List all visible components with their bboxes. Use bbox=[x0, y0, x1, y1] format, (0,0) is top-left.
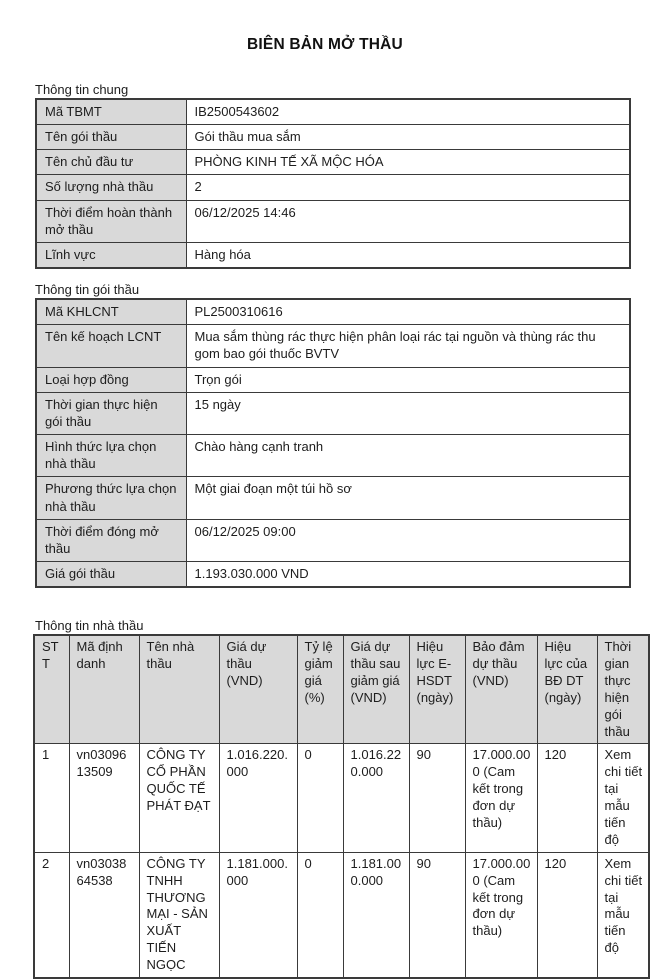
general-info-heading: Thông tin chung bbox=[35, 82, 129, 97]
table-row bbox=[36, 519, 630, 561]
col-header-ty-le-giam-gia: Tỷ lệ giảm giá (%) bbox=[297, 635, 343, 744]
table-row bbox=[36, 99, 630, 125]
row-label: Mã TBMT bbox=[36, 99, 186, 125]
col-header-stt: STT bbox=[34, 635, 69, 744]
general-info-table bbox=[35, 98, 631, 269]
cell-thoi-gian-thuc-hien: Xem chi tiết tại mẫu tiến độ bbox=[597, 852, 649, 978]
table-row bbox=[36, 392, 630, 434]
table-row bbox=[36, 477, 630, 519]
row-label: Số lượng nhà thầu bbox=[36, 175, 186, 200]
cell-stt: 2 bbox=[34, 852, 69, 978]
cell-bao-dam-du-thau: 17.000.000 (Cam kết trong đơn dự thầu) bbox=[465, 852, 537, 978]
row-label: Giá gói thầu bbox=[36, 561, 186, 587]
col-header-ma-dinh-danh: Mã định danh bbox=[69, 635, 139, 744]
cell-gia-sau-giam-gia: 1.181.000.000 bbox=[343, 852, 409, 978]
col-header-bao-dam-du-thau: Bảo đảm dự thầu (VND) bbox=[465, 635, 537, 744]
cell-stt: 1 bbox=[34, 744, 69, 852]
table-row bbox=[36, 325, 630, 367]
table-row bbox=[36, 125, 630, 150]
row-value: 2 bbox=[186, 175, 630, 200]
row-value: 15 ngày bbox=[186, 392, 630, 434]
row-value: 1.193.030.000 VND bbox=[186, 561, 630, 587]
section-package-info bbox=[35, 282, 633, 588]
cell-gia-sau-giam-gia: 1.016.220.000 bbox=[343, 744, 409, 852]
contractor-row bbox=[34, 744, 649, 852]
contractor-info-table bbox=[33, 634, 650, 979]
col-header-thoi-gian-thuc-hien: Thời gian thực hiện gói thầu bbox=[597, 635, 649, 744]
row-label: Tên chủ đầu tư bbox=[36, 150, 186, 175]
col-header-gia-du-thau: Giá dự thầu (VND) bbox=[219, 635, 297, 744]
col-header-gia-sau-giam-gia: Giá dự thầu sau giảm giá (VND) bbox=[343, 635, 409, 744]
row-label: Tên kế hoạch LCNT bbox=[36, 325, 186, 367]
row-value: Hàng hóa bbox=[186, 242, 630, 268]
row-label: Phương thức lựa chọn nhà thầu bbox=[36, 477, 186, 519]
row-label: Thời điểm đóng mở thầu bbox=[36, 519, 186, 561]
contractor-header-row bbox=[34, 635, 649, 744]
cell-hieu-luc-ehsdt: 90 bbox=[409, 744, 465, 852]
section-contractor-info bbox=[35, 618, 643, 979]
row-value: PL2500310616 bbox=[186, 299, 630, 325]
table-row bbox=[36, 200, 630, 242]
cell-ty-le-giam-gia: 0 bbox=[297, 852, 343, 978]
table-row bbox=[36, 367, 630, 392]
col-header-ten-nha-thau: Tên nhà thầu bbox=[139, 635, 219, 744]
cell-ty-le-giam-gia: 0 bbox=[297, 744, 343, 852]
row-value: 06/12/2025 14:46 bbox=[186, 200, 630, 242]
row-label: Lĩnh vực bbox=[36, 242, 186, 268]
table-row bbox=[36, 435, 630, 477]
document-title: BIÊN BẢN MỞ THẦU bbox=[247, 36, 403, 53]
table-row bbox=[36, 150, 630, 175]
row-value: Chào hàng cạnh tranh bbox=[186, 435, 630, 477]
row-value: 06/12/2025 09:00 bbox=[186, 519, 630, 561]
row-label: Hình thức lựa chọn nhà thầu bbox=[36, 435, 186, 477]
row-value: IB2500543602 bbox=[186, 99, 630, 125]
cell-gia-du-thau: 1.016.220.000 bbox=[219, 744, 297, 852]
table-row bbox=[36, 299, 630, 325]
cell-ten-nha-thau: CÔNG TY TNHH THƯƠNG MẠI - SẢN XUẤT TIẾN NGỌC bbox=[139, 852, 219, 978]
row-label: Mã KHLCNT bbox=[36, 299, 186, 325]
row-label: Thời điểm hoàn thành mở thầu bbox=[36, 200, 186, 242]
contractor-info-heading: Thông tin nhà thầu bbox=[35, 618, 144, 634]
contractor-row bbox=[34, 852, 649, 978]
row-value: PHÒNG KINH TẾ XÃ MỘC HÓA bbox=[186, 150, 630, 175]
row-value: Mua sắm thùng rác thực hiện phân loại rác tại nguồn và thùng rác thu gom bao gói thuốc BVTV bbox=[186, 325, 630, 367]
cell-ma-dinh-danh: vn0309613509 bbox=[69, 744, 139, 852]
cell-ten-nha-thau: CÔNG TY CỔ PHẦN QUỐC TẾ PHÁT ĐẠT bbox=[139, 744, 219, 852]
table-row bbox=[36, 561, 630, 587]
col-header-hieu-luc-ehsdt: Hiệu lực E-HSDT (ngày) bbox=[409, 635, 465, 744]
table-row bbox=[36, 242, 630, 268]
row-value: Trọn gói bbox=[186, 367, 630, 392]
cell-hieu-luc-bddt: 120 bbox=[537, 852, 597, 978]
cell-hieu-luc-ehsdt: 90 bbox=[409, 852, 465, 978]
row-label: Tên gói thầu bbox=[36, 125, 186, 150]
col-header-hieu-luc-bddt: Hiệu lực của BĐ DT (ngày) bbox=[537, 635, 597, 744]
cell-hieu-luc-bddt: 120 bbox=[537, 744, 597, 852]
section-general-info bbox=[35, 82, 633, 269]
row-value: Gói thầu mua sắm bbox=[186, 125, 630, 150]
row-label: Loại hợp đồng bbox=[36, 367, 186, 392]
cell-bao-dam-du-thau: 17.000.000 (Cam kết trong đơn dự thầu) bbox=[465, 744, 537, 852]
package-info-table bbox=[35, 298, 631, 588]
cell-gia-du-thau: 1.181.000.000 bbox=[219, 852, 297, 978]
row-value: Một giai đoạn một túi hồ sơ bbox=[186, 477, 630, 519]
cell-ma-dinh-danh: vn0303864538 bbox=[69, 852, 139, 978]
row-label: Thời gian thực hiện gói thầu bbox=[36, 392, 186, 434]
table-row bbox=[36, 175, 630, 200]
cell-thoi-gian-thuc-hien: Xem chi tiết tại mẫu tiến độ bbox=[597, 744, 649, 852]
package-info-heading: Thông tin gói thầu bbox=[35, 282, 140, 298]
